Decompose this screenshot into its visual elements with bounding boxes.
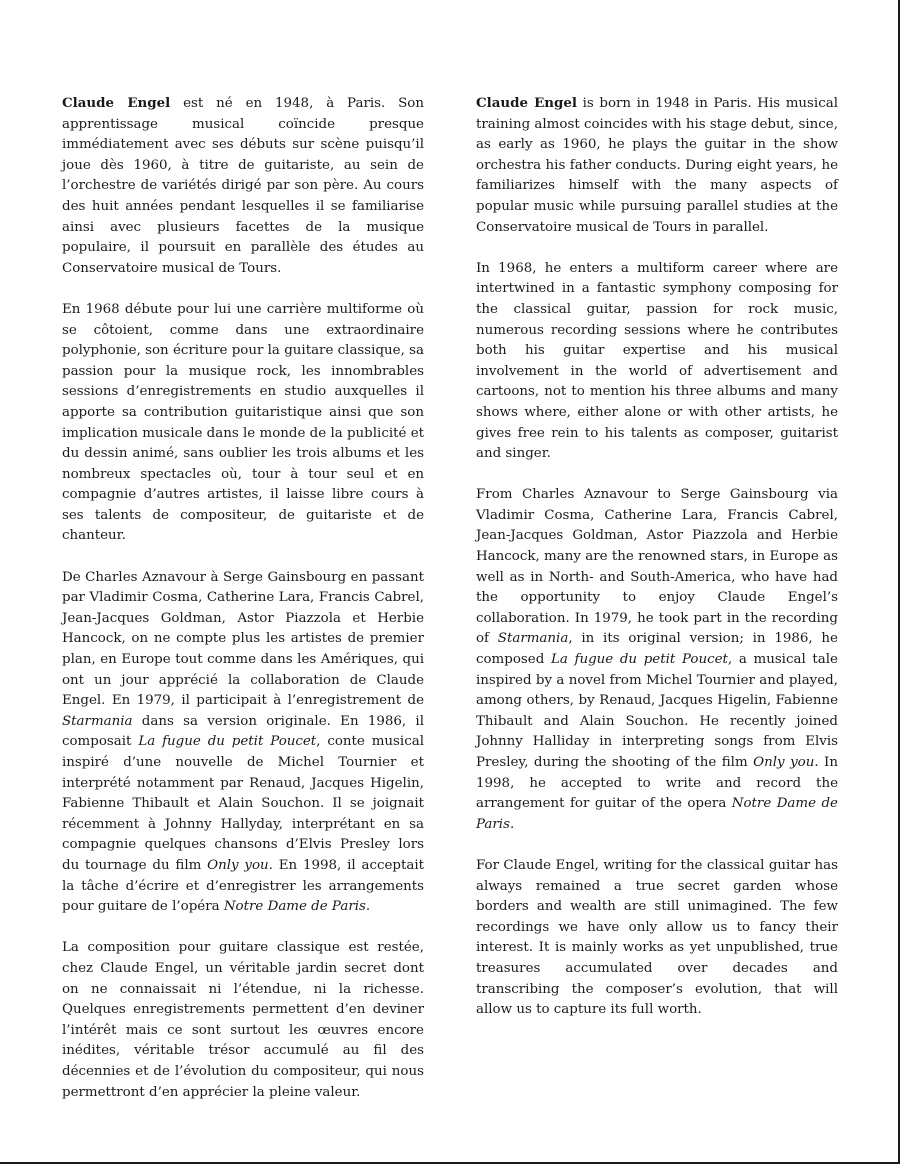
paragraph-text: De Charles Aznavour à Serge Gainsbourg en passant par Vladimir Cosma, Catherine Lara, Francis Cabrel, Jean-Jacques Goldman, Astor Piazzola et Herbie Hancock, on ne compte plus les artistes de premier plan, en Europe tout comme dans les Amériques, qui ont un jour apprécié la collaboration de Claude Engel. En 1979, il participait à l’enregistrement de (62, 569, 424, 709)
italic-title: La fugue du petit Poucet (138, 734, 317, 750)
paragraph: For Claude Engel, writing for the classical guitar has always remained a true secret garden whose borders and wealth are still unimagined. The few recordings we have only allow us to fancy their interest. It is mainly works as yet unpublished, true treasures accumulated over decades and transcribing the composer’s evolution, that will allow us to capture its full worth. (476, 857, 838, 1018)
paragraph (476, 93, 838, 238)
paragraph-text: is born in 1948 in Paris. His musical training almost coincides with his stage debut, since, as early as 1960, he plays the guitar in the show orchestra his father conducts. During eight years, he familiarizes himself with the many aspects of popular music while pursuing parallel studies at the Conservatoire musical de Tours in parallel. (476, 96, 838, 235)
italic-title: Notre Dame de Paris (476, 796, 838, 832)
paragraph-text: est né en 1948, à Paris. Son apprentissage musical coïncide presque immédiatement avec ses débuts sur scène puisqu’il joue dès 1960, à titre de guitariste, au sein de l’orchestre de variétés dirigé par son père. Au cours des huit années pendant lesquelles il se familiarise ainsi avec plusieurs facettes de la musique populaire, il poursuit en parallèle des études au Conservatoire musical de Tours. (62, 96, 424, 276)
bold-name: Claude Engel (62, 95, 171, 111)
paragraph (62, 568, 424, 918)
paragraph-text: . (365, 899, 371, 915)
paragraph: En 1968 débute pour lui une carrière multiforme où se côtoient, comme dans une extraordinaire polyphonie, son écriture pour la guitare classique, sa passion pour la musique rock, les innombrables sessions d’enregistrements en studio auxquelles il apporte sa contribution guitaristique ainsi que son implication musicale dans le monde de la publicité et du dessin animé, sans oublier les trois albums et les nombreux spectacles où, tour à tour seul et en compagnie d’autres artistes, il laisse libre cours à ses talents de compositeur, de guitariste et de chanteur. (62, 301, 424, 544)
english-column (476, 93, 838, 1041)
italic-title: Only you (207, 857, 269, 873)
italic-title: La fugue du petit Poucet (550, 652, 728, 668)
italic-title: Starmania (497, 631, 569, 647)
paragraph-text: . En 1998, il acceptait la tâche d’écrire et d’enregistrer les arrangements pour guitare de l’opéra (62, 857, 424, 915)
french-column (62, 93, 424, 1124)
paragraph (476, 485, 838, 835)
bold-name: Claude Engel (476, 95, 577, 111)
paragraph-text: . In 1998, he accepted to write and record the arrangement for guitar of the opera (476, 755, 838, 812)
paragraph-text: , a musical tale inspired by a novel from Michel Tournier and played, among others, by Renaud, Jacques Higelin, Fabienne Thibault and Alain Souchon. He recently joined Johnny Halliday in interpreting songs from Elvis Presley, during the shooting of the film (476, 652, 838, 770)
paragraph-text: , in its original version; in 1986, he composed (476, 631, 838, 668)
paragraph-text: . (509, 816, 515, 832)
paragraph-text: dans sa version originale. En 1986, il composait (62, 713, 424, 750)
paragraph (62, 93, 424, 279)
paragraph: La composition pour guitare classique est restée, chez Claude Engel, un véritable jardin secret dont on ne connaissait ni l’étendue, ni la richesse. Quelques enregistrements permettent d’en deviner l’intérêt mais ce sont surtout les œuvres encore inédites, véritable trésor accumulé au fil des décennies et de l’évolution du compositeur, qui nous permettront d’en apprécier la pleine valeur. (62, 940, 424, 1100)
italic-title: Notre Dame de Paris (223, 899, 366, 915)
italic-title: Only you (753, 755, 815, 770)
paragraph-text: , conte musical inspiré d’une nouvelle de Michel Tournier et interprété notamment par Renaud, Jacques Higelin, Fabienne Thibault et Alain Souchon. Il se joignait récemment à Johnny Hallyday, interprétant en sa compagnie quelques chansons d’Elvis Presley lors du tournage du film (62, 734, 424, 873)
italic-title: Starmania (62, 713, 133, 729)
paragraph: In 1968, he enters a multiform career where are intertwined in a fantastic symphony composing for the classical guitar, passion for rock music, numerous recording sessions where he contributes both his guitar expertise and his musical involvement in the world of advertisement and cartoons, not to mention his three albums and many shows where, either alone or with other artists, he gives free rein to his talents as composer, guitarist and singer. (476, 260, 838, 462)
paragraph-text: From Charles Aznavour to Serge Gainsbourg via Vladimir Cosma, Catherine Lara, Francis Cabrel, Jean-Jacques Goldman, Astor Piazzola and Herbie Hancock, many are the renowned stars, in Europe as well as in North- and South-America, who have had the opportunity to enjoy Claude Engel’s collaboration. In 1979, he took part in the recording of (476, 487, 838, 647)
